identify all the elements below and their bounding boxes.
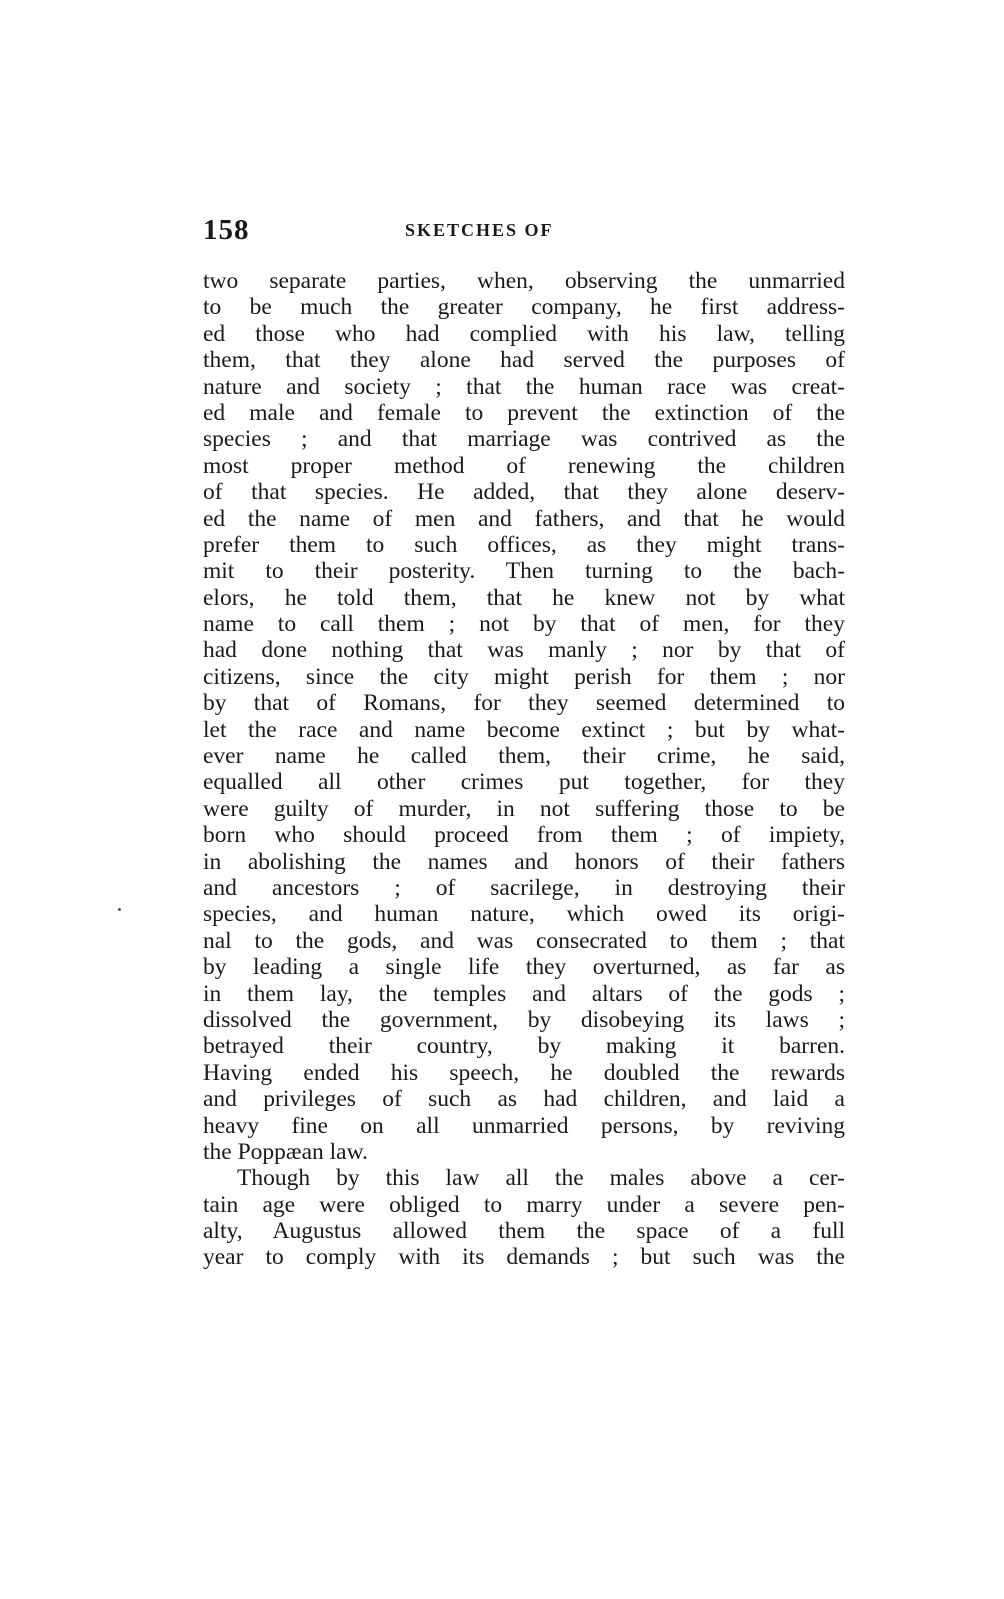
- text-line: citizens, since the city might perish for them ; nor: [203, 663, 845, 690]
- text-line: ed those who had complied with his law, telling: [203, 320, 845, 347]
- text-line: elors, he told them, that he knew not by what: [203, 584, 845, 611]
- text-line: and ancestors ; of sacrilege, in destroying their: [203, 874, 845, 901]
- text-line: most proper method of renewing the children: [203, 452, 845, 479]
- text-line: Though by this law all the males above a cer-: [237, 1165, 845, 1192]
- body-text: [203, 268, 845, 1271]
- text-line: by leading a single life they overturned, as far as: [203, 954, 845, 981]
- text-line: in them lay, the temples and altars of the gods ;: [203, 980, 845, 1007]
- text-line: ed male and female to prevent the extinction of the: [203, 399, 845, 426]
- text-line: mit to their posterity. Then turning to the bach-: [203, 558, 845, 585]
- margin-speck: [118, 908, 121, 911]
- text-line: to be much the greater company, he first address-: [203, 294, 845, 321]
- text-line: nal to the gods, and was consecrated to them ; that: [203, 927, 845, 954]
- text-line: were guilty of murder, in not suffering those to be: [203, 795, 845, 822]
- text-line: heavy fine on all unmarried persons, by reviving: [203, 1112, 845, 1139]
- text-line: ever name he called them, their crime, he said,: [203, 743, 845, 770]
- text-line: and privileges of such as had children, and laid a: [203, 1086, 845, 1113]
- text-line: in abolishing the names and honors of their fathers: [203, 848, 845, 875]
- text-line: ed the name of men and fathers, and that he would: [203, 505, 845, 532]
- text-line: equalled all other crimes put together, for they: [203, 769, 845, 796]
- text-line: the Poppæan law.: [203, 1138, 368, 1165]
- text-line: of that species. He added, that they alone deserv-: [203, 479, 845, 506]
- text-line: two separate parties, when, observing the unmarried: [203, 268, 845, 294]
- text-line: species, and human nature, which owed its origi-: [203, 901, 845, 928]
- text-line: alty, Augustus allowed them the space of a full: [203, 1218, 845, 1245]
- text-line: Having ended his speech, he doubled the rewards: [203, 1059, 845, 1086]
- text-line: betrayed their country, by making it barren.: [203, 1033, 845, 1060]
- text-line: by that of Romans, for they seemed determined to: [203, 690, 845, 717]
- text-line: prefer them to such offices, as they might trans-: [203, 531, 845, 558]
- text-line: species ; and that marriage was contrived as the: [203, 426, 845, 453]
- text-line: them, that they alone had served the purposes of: [203, 347, 845, 374]
- text-line: dissolved the government, by disobeying its laws ;: [203, 1006, 845, 1033]
- text-line: nature and society ; that the human race was creat-: [203, 373, 845, 400]
- text-line: born who should proceed from them ; of impiety,: [203, 822, 845, 849]
- text-line: let the race and name become extinct ; but by what-: [203, 716, 845, 743]
- running-title: SKETCHES OF: [405, 220, 554, 240]
- text-line: tain age were obliged to marry under a severe pen-: [203, 1191, 845, 1218]
- text-line: had done nothing that was manly ; nor by that of: [203, 637, 845, 664]
- running-head: [203, 214, 845, 254]
- text-line: year to comply with its demands ; but such was the: [203, 1244, 845, 1271]
- page-number: 158: [203, 214, 250, 246]
- text-line: name to call them ; not by that of men, for they: [203, 611, 845, 638]
